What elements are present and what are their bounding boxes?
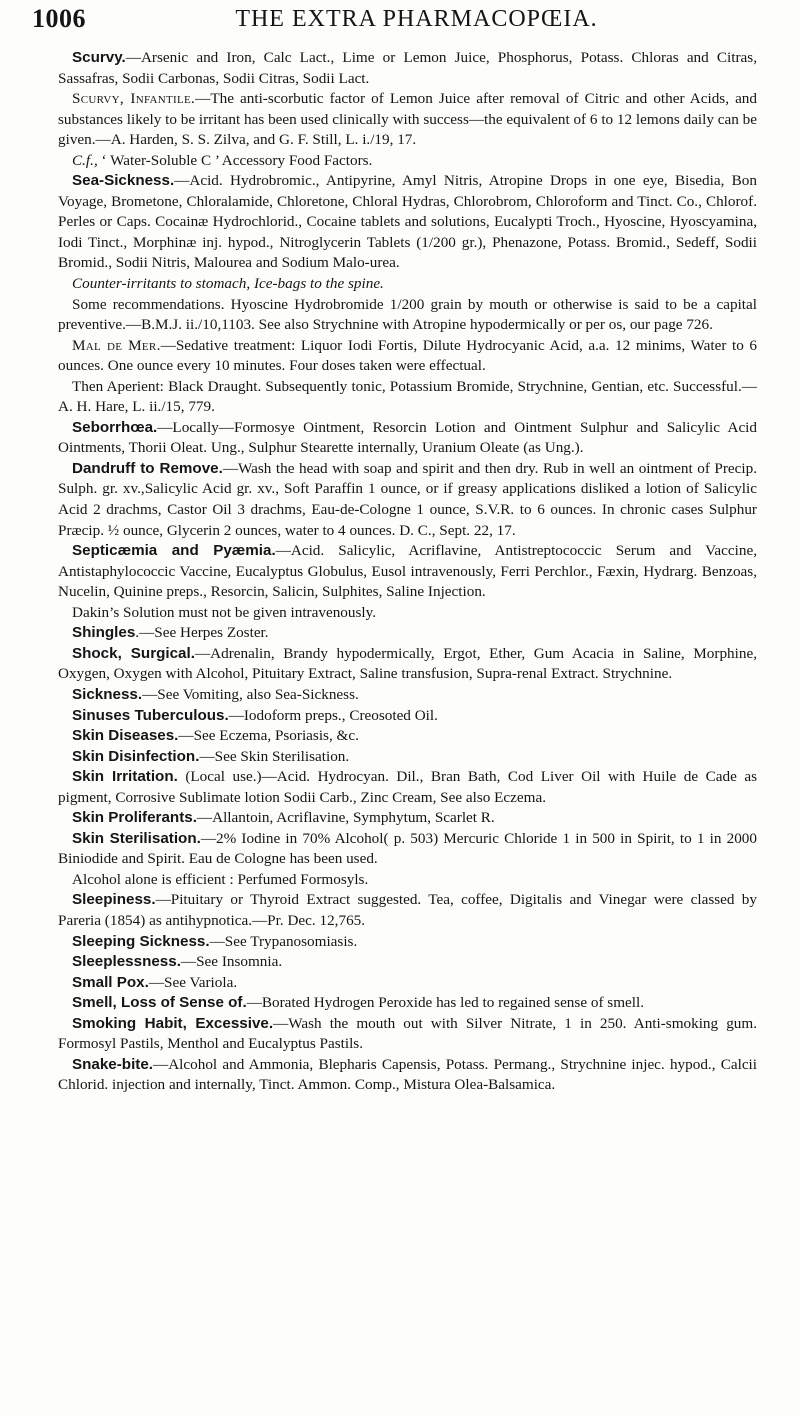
entry-head: Snake-bite. <box>72 1055 154 1073</box>
entry-head: Shock, Surgical. <box>72 644 195 662</box>
entry-head: Skin Proliferants. <box>72 809 197 827</box>
entry-head: Sinuses Tuberculous. <box>72 706 229 724</box>
entry-body: —Allantoin, Acriflavine, Symphytum, Scarlet R. <box>196 809 495 827</box>
entry-dakins-solution <box>58 603 757 624</box>
entry-cf-note <box>58 151 757 172</box>
entry-sleepiness <box>58 890 757 931</box>
entry-head: Skin Disinfection. <box>72 747 200 765</box>
entry-body: Counter-irritants to stomach, Ice-bags to the spine. <box>72 275 384 293</box>
entry-head: Sleeplessness. <box>72 953 181 971</box>
entry-snake-bite <box>58 1055 757 1096</box>
page-number: 1006 <box>32 4 86 33</box>
entry-head: Dandruff to Remove. <box>72 459 223 477</box>
entry-skin-irritation <box>58 767 757 808</box>
entry-head: Shingles <box>72 624 136 642</box>
entry-body: —Iodoform preps., Creosoted Oil. <box>228 706 438 724</box>
entry-body: —Sedative treatment: Liquor Iodi Fortis, Dilute Hydrocyanic Acid, a.a. 12 minims, Water to 6 ounces. One ounce every 10 minutes. Four doses taken were effectual. <box>58 336 757 375</box>
entry-head: Skin Irritation. <box>72 768 178 786</box>
entry-dandruff <box>58 459 757 541</box>
entry-septicaemia <box>58 541 757 603</box>
entry-head: Sea-Sickness. <box>72 172 175 190</box>
entry-head: Sickness. <box>72 685 143 703</box>
entry-body: Alcohol alone is efficient : Perfumed Formosyls. <box>72 870 369 888</box>
entry-body: —The anti-scorbutic factor of Lemon Juice after removal of Citric and other Acids, and substances likely to be irritant has been used clinically with success—the equivalent of 6 to 12 lemons daily can be given.—A. Harden, S. S. Zilva, and G. F. Still, L. i./19, 17. <box>58 90 757 149</box>
entry-body: —Adrenalin, Brandy hypodermically, Ergot, Ether, Gum Acacia in Saline, Morphine, Oxygen, Oxygen with Alcohol, Pituitary Extract, Saline transfusion, Supra-renal Extract. Strychnine. <box>58 644 757 683</box>
entry-body: —Acid. Salicylic, Acriflavine, Antistreptococcic Serum and Vaccine, Antistaphylococcic Vaccine, Eucalyptus Globulus, Eusol intravenously, Ferri Perchlor., Fæxin, Hydrarg. Benzoas, Nucelin, Quinine preps., Resorcin, Salicin, Sulphites, Saline Injection. <box>58 542 757 601</box>
entry-smoking-habit <box>58 1014 757 1055</box>
entry-body: —See Skin Sterilisation. <box>199 747 350 765</box>
entry-sleeping-sickness <box>58 932 757 953</box>
entry-body: (Local use.)—Acid. Hydrocyan. Dil., Bran Bath, Cod Liver Oil with Huile de Cade as pigment, Corrosive Sublimate lotion Sodii Carb., Zinc Cream, See also Eczema. <box>58 768 758 806</box>
entry-ref: C.f., <box>72 151 98 169</box>
entry-body: Dakin’s Solution must not be given intravenously. <box>72 603 377 621</box>
entry-head: Skin Diseases. <box>72 727 179 745</box>
entry-seborrhoea <box>58 418 757 459</box>
running-title: THE EXTRA PHARMACOPŒIA. <box>235 6 598 32</box>
entry-shock-surgical <box>58 644 757 685</box>
entry-body: —2% Iodine in 70% Alcohol( p. 503) Mercuric Chloride 1 in 500 in Spirit, to 1 in 2000 Biniodide and Spirit. Eau de Cologne has been used. <box>58 829 757 868</box>
entry-head: Seborrhœa. <box>72 418 158 436</box>
entry-mal-de-mer <box>58 336 757 377</box>
entry-skin-sterilisation <box>58 829 757 870</box>
entry-aperient <box>58 377 757 418</box>
entry-skin-proliferants <box>58 808 757 829</box>
entry-head: Smell, Loss of Sense of. <box>72 994 247 1012</box>
entry-head: Scurvy. <box>72 49 126 66</box>
entry-body: —Alcohol and Ammonia, Blepharis Capensis, Potass. Permang., Strychnine injec. hypod., Calcii Chlorid. injection and internally, Tinct. Ammon. Comp., Mistura Olea-Balsamica. <box>58 1055 757 1094</box>
entry-recommendations <box>58 295 757 336</box>
entry-small-pox <box>58 973 757 994</box>
entry-body: —Acid. Hydrobromic., Antipyrine, Amyl Nitris, Atropine Drops in one eye, Bisedia, Bon Voyage, Brometone, Chloralamide, Chloretone, Chloral Hydras, Chlorobrom, Chloroform and Tinct. Co., Chlorof. Perles or Caps. Cocainæ Hydrochlorid., Cocaine tablets and solutions, Eucalypti Troch., Hyoscine, Hyoscyamina, Iodi Tinct., Morphinæ inj. hypod., Nitroglycerin Tablets (1/200 gr.), Phenazone, Potass. Bromid., Sedeff, Sodii Bromid., Sodii Nitris, Malourea and Sodium Malo-urea. <box>58 172 757 272</box>
entry-body: —See Eczema, Psoriasis, &c. <box>178 727 359 745</box>
entry-head: Mal de Mer. <box>72 336 161 354</box>
entry-head: Skin Sterilisation. <box>72 829 201 847</box>
page-text <box>58 48 757 1096</box>
entry-body: Some recommendations. Hyoscine Hydrobromide 1/200 grain by mouth or otherwise is said to be a capital preventive.—B.M.J. ii./10,1103. See also Strychnine with Atropine hypodermically or per os, our page 726. <box>58 295 757 334</box>
entry-head: Septicæmia and Pyæmia. <box>72 542 276 560</box>
entry-body: —Wash the mouth out with Silver Nitrate, 1 in 250. Anti-smoking gum. Formosyl Pastils, Menthol and Eucalyptus Pastils. <box>58 1014 757 1053</box>
entry-counter-irritants <box>58 274 757 295</box>
entry-sinuses-tuberculous <box>58 706 757 727</box>
entry-body: —Borated Hydrogen Peroxide has led to regained sense of smell. <box>246 994 645 1012</box>
entry-skin-diseases <box>58 726 757 747</box>
entry-body: —Arsenic and Iron, Calc Lact., Lime or Lemon Juice, Phosphorus, Potass. Chloras and Citras, Sassafras, Sodii Carbonas, Sodii Citras, Sodii Lact. <box>58 49 757 87</box>
entry-body: —Locally—Formosye Ointment, Resorcin Lotion and Ointment Sulphur and Salicylic Acid Ointments, Thorii Oleat. Ung., Sulphur Stearette internally, Uranium Oleate (as Ung.). <box>58 418 757 457</box>
entry-skin-disinfection <box>58 747 757 768</box>
page-header <box>32 4 761 40</box>
entry-body: —See Insomnia. <box>180 953 283 971</box>
entry-shingles <box>58 623 757 644</box>
entry-head: Sleepiness. <box>72 891 156 909</box>
entry-sea-sickness <box>58 171 757 274</box>
entry-smell-loss <box>58 993 757 1014</box>
entry-head: Sleeping Sickness. <box>72 932 210 950</box>
entry-sickness <box>58 685 757 706</box>
entry-body: —Wash the head with soap and spirit and then dry. Rub in well an ointment of Precip. Sulph. gr. xv.,Salicylic Acid gr. xv., Soft Paraffin 1 ounce, or if greasy applications disliked a lotion of Salicylic Acid 2 drachms, Castor Oil 3 drachms, Eau-de-Cologne 1 ounce, S.V.R. to 6 ounces. In chronic cases Sulphur Præcip. ½ ounce, Glycerin 2 ounces, water to 4 ounces. D. C., Sept. 22, 17. <box>58 459 758 539</box>
entry-scurvy <box>58 48 757 89</box>
entry-body: —See Trypanosomiasis. <box>209 932 358 950</box>
entry-body: .—See Herpes Zoster. <box>135 624 269 642</box>
entry-scurvy-infantile <box>58 89 757 151</box>
entry-alcohol-alone <box>58 870 757 891</box>
entry-body: ‘ Water-Soluble C ’ Accessory Food Factors. <box>97 151 373 169</box>
entry-body: Then Aperient: Black Draught. Subsequently tonic, Potassium Bromide, Strychnine, Gentian, etc. Successful.—A. H. Hare, L. ii./15, 779. <box>58 377 757 416</box>
entry-body: —Pituitary or Thyroid Extract suggested. Tea, coffee, Digitalis and Vinegar were classed by Pareria (1854) as antihypnotica.—Pr. Dec. 12,765. <box>58 891 757 929</box>
entry-body: —See Variola. <box>148 973 238 991</box>
entry-head: Smoking Habit, Excessive. <box>72 1014 274 1032</box>
entry-body: —See Vomiting, also Sea-Sickness. <box>142 685 359 703</box>
entry-head: Small Pox. <box>72 973 149 991</box>
entry-head: Scurvy, Infantile. <box>72 90 196 108</box>
entry-sleeplessness <box>58 952 757 973</box>
